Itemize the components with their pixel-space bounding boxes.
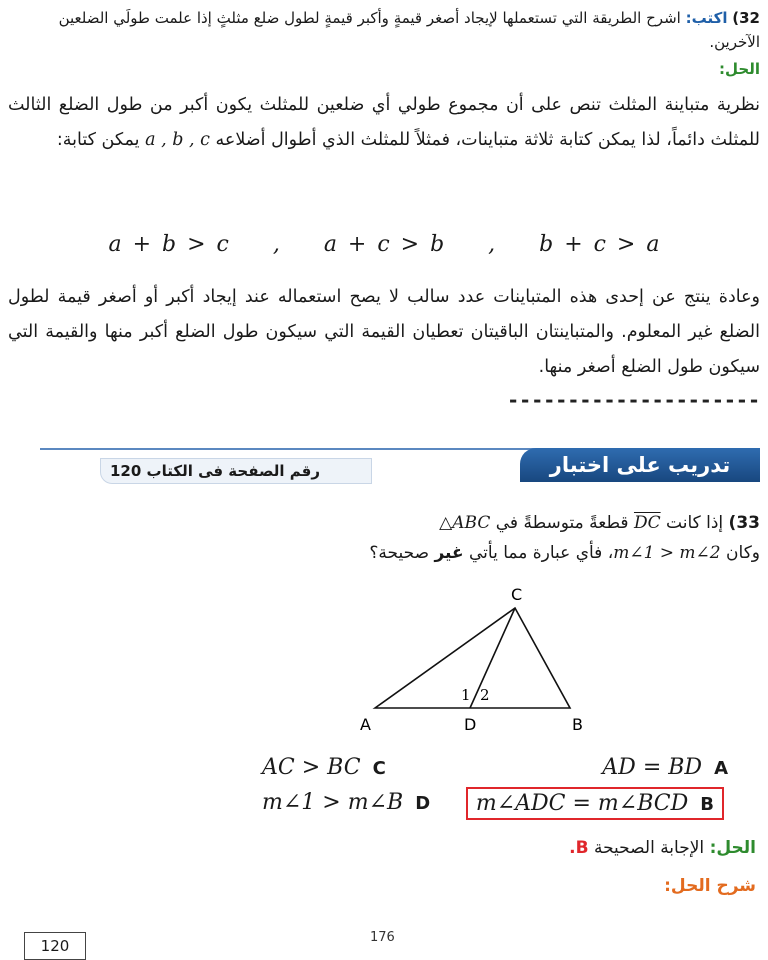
angle-condition: m∠1 > m∠2	[613, 543, 721, 563]
solution-33	[569, 838, 756, 858]
choice-b-highlighted[interactable]	[466, 787, 724, 820]
q33-text-d: ، فأي عبارة مما يأتي	[468, 543, 614, 563]
angle-1-label: 1	[461, 686, 471, 704]
q33-text-b: قطعةً متوسطةً في	[495, 513, 629, 533]
explanation-label: شرح الحل:	[664, 876, 756, 896]
choice-a-letter: A	[714, 758, 728, 779]
question-number: 33)	[728, 513, 760, 533]
q33-text-c: وكان	[726, 543, 760, 563]
book-page-box: 120	[24, 932, 86, 960]
divider: ---------------------	[507, 388, 760, 412]
banner-title: تدريب على اختبار	[520, 448, 760, 482]
question-33	[200, 508, 760, 568]
choice-a-expr: AD = BD	[602, 755, 703, 780]
vertex-a-label: A	[360, 715, 371, 734]
question-33-line-2	[200, 538, 760, 568]
triangle-inequalities: a + b > c , a + c > b , b + c > a	[108, 232, 660, 257]
question-text: اشرح الطريقة التي تستعملها لإيجاد أصغر قيمةٍ وأكبر قيمةٍ لطول ضلع مثلثٍ إذا علمت طولَي الضلعين الآخرين.	[58, 9, 760, 51]
side-variables: a , b , c	[145, 130, 210, 150]
triangle-abc-shape	[375, 608, 570, 708]
question-33-line-1	[200, 508, 760, 538]
solution-paragraph-1	[8, 88, 760, 158]
question-32	[8, 6, 760, 54]
segment-dc: $\overline{DC}$	[633, 513, 661, 533]
paragraph-1-end: يمكن كتابة:	[56, 130, 140, 150]
paragraph-1-text: نظرية متباينة المثلث تنص على أن مجموع طولي أي ضلعين للمثلث يكون أكبر من طول الضلع الثالث للمثلث دائماً، لذا يمكن كتابة ثلاثة متباينات، فمثلاً للمثلث الذي أطوال أضلاعه	[8, 95, 760, 150]
page-number: 176	[370, 930, 395, 945]
not-word: غير	[434, 543, 464, 563]
point-d-label: D	[464, 715, 477, 734]
solution-paragraph-2: وعادة ينتج عن إحدى هذه المتباينات عدد سالب لا يصح استعماله عند إيجاد أكبر أو أصغر قيمة لطول الضلع غير المعلوم. والمتباينتان الباقيتان تعطيان القيمة التي سيكون طول الضلع أكبر منها والقيمة التي سيكون طول الضلع أصغر منها.	[8, 287, 760, 377]
choice-c-expr: AC > BC	[262, 755, 361, 780]
choice-d-expr: m∠1 > m∠B	[262, 790, 404, 815]
choice-a[interactable]	[602, 755, 728, 780]
solution-label: الحل:	[709, 838, 756, 858]
banner-line	[40, 448, 540, 450]
vertex-c-label: C	[511, 585, 523, 604]
triangle-abc: △ABC	[439, 513, 491, 533]
median-dc	[470, 608, 515, 708]
solution-answer: B.	[569, 838, 589, 858]
question-number: 32)	[732, 9, 760, 27]
choice-c[interactable]	[262, 755, 386, 780]
vertex-b-label: B	[572, 715, 583, 734]
q33-text-e: صحيحة؟	[369, 543, 430, 563]
solution-label: الحل:	[719, 60, 760, 78]
angle-2-label: 2	[480, 686, 490, 704]
q33-text-a: إذا كانت	[666, 513, 724, 533]
choice-b-expr: m∠ADC = m∠BCD	[475, 791, 689, 816]
test-practice-banner	[40, 440, 760, 484]
choice-d[interactable]	[262, 790, 430, 815]
write-keyword: اكتب:	[685, 9, 728, 27]
choice-b-letter: B	[700, 794, 714, 815]
choice-d-letter: D	[415, 793, 431, 814]
choice-c-letter: C	[372, 758, 386, 779]
book-page-reference: رقم الصفحة فى الكتاب 120	[110, 462, 321, 480]
solution-text: الإجابة الصحيحة	[593, 838, 705, 858]
triangle-diagram	[340, 580, 620, 740]
